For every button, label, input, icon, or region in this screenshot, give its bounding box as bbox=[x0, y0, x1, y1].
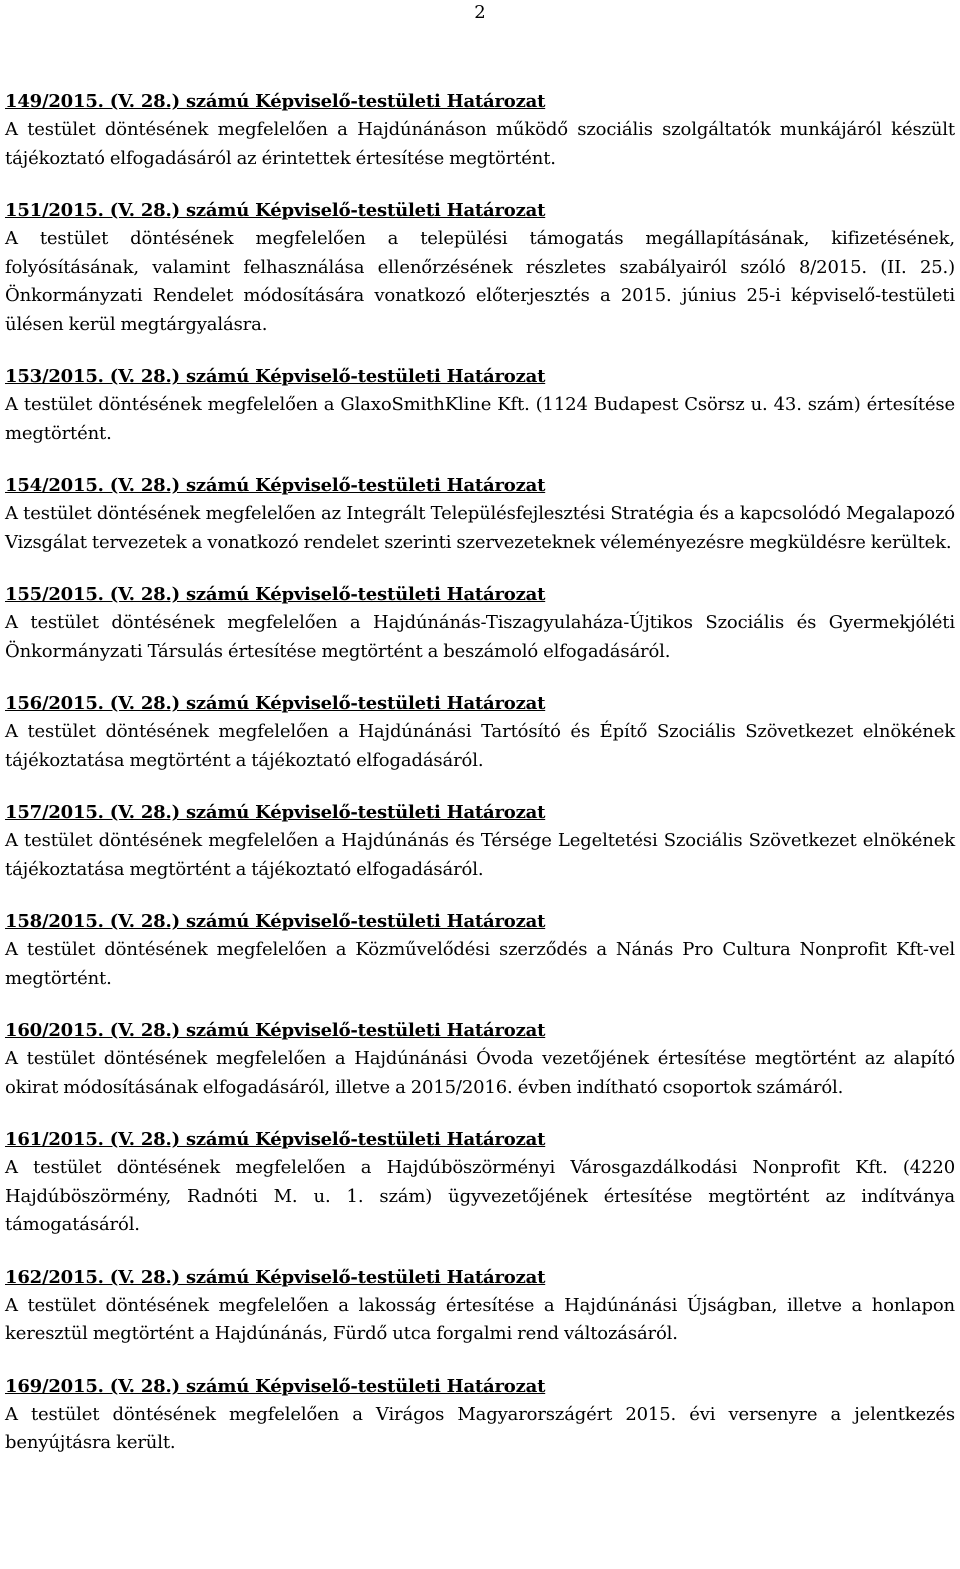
resolutions-list bbox=[5, 88, 955, 1482]
resolution-body: A testület döntésének megfelelően a települési támogatás megállapításának, kifizetésének, folyósításának, valamint felhasználása ellenőrzésének részletes szabályairól szóló 8/2015. (II. 25.) Önkormányzati Rendelet módosítására vonatkozó előterjesztés a 2015. június 25-i képviselő-testületi ülésen kerül megtárgyalásra. bbox=[5, 228, 955, 335]
resolution-body: A testület döntésének megfelelően a Közművelődési szerződés a Nánás Pro Cultura Nonprofit Kft-vel megtörtént. bbox=[5, 939, 955, 989]
page-number: 2 bbox=[474, 2, 486, 23]
resolution-169 bbox=[5, 1373, 955, 1458]
resolution-heading: 153/2015. (V. 28.) számú Képviselő-testületi Határozat bbox=[5, 366, 546, 387]
resolution-heading: 161/2015. (V. 28.) számú Képviselő-testületi Határozat bbox=[5, 1129, 546, 1150]
resolution-heading: 155/2015. (V. 28.) számú Képviselő-testületi Határozat bbox=[5, 584, 546, 605]
resolution-heading: 151/2015. (V. 28.) számú Képviselő-testületi Határozat bbox=[5, 200, 546, 221]
resolution-body: A testület döntésének megfelelően a lakosság értesítése a Hajdúnánási Újságban, illetve a honlapon keresztül megtörtént a Hajdúnánás, Fürdő utca forgalmi rend változásáról. bbox=[5, 1294, 955, 1344]
resolution-heading: 149/2015. (V. 28.) számú Képviselő-testületi Határozat bbox=[5, 91, 546, 112]
resolution-heading: 157/2015. (V. 28.) számú Képviselő-testületi Határozat bbox=[5, 802, 546, 823]
resolution-heading: 158/2015. (V. 28.) számú Képviselő-testületi Határozat bbox=[5, 911, 546, 932]
resolution-153 bbox=[5, 363, 955, 448]
resolution-body: A testület döntésének megfelelően a Virágos Magyarországért 2015. évi versenyre a jelentkezés benyújtásra került. bbox=[5, 1403, 955, 1453]
resolution-157 bbox=[5, 799, 955, 884]
resolution-160 bbox=[5, 1017, 955, 1102]
resolution-154 bbox=[5, 472, 955, 557]
resolution-156 bbox=[5, 690, 955, 775]
resolution-158 bbox=[5, 908, 955, 993]
resolution-heading: 160/2015. (V. 28.) számú Képviselő-testületi Határozat bbox=[5, 1020, 546, 1041]
resolution-155 bbox=[5, 581, 955, 666]
resolution-body: A testület döntésének megfelelően a Hajdúnánás-Tiszagyulaháza-Újtikos Szociális és Gyermekjóléti Önkormányzati Társulás értesítése megtörtént a beszámoló elfogadásáról. bbox=[5, 612, 955, 662]
resolution-heading: 169/2015. (V. 28.) számú Képviselő-testületi Határozat bbox=[5, 1375, 546, 1397]
resolution-body: A testület döntésének megfelelően a Hajdúnánáson működő szociális szolgáltatók munkájáról készült tájékoztató elfogadásáról az érintettek értesítése megtörtént. bbox=[5, 119, 955, 169]
resolution-162 bbox=[5, 1264, 955, 1349]
resolution-heading: 156/2015. (V. 28.) számú Képviselő-testületi Határozat bbox=[5, 693, 546, 714]
resolution-body: A testület döntésének megfelelően a Hajdúnánás és Térsége Legeltetési Szociális Szövetkezet elnökének tájékoztatása megtörtént a tájékoztató elfogadásáról. bbox=[5, 830, 955, 880]
resolution-body: A testület döntésének megfelelően a GlaxoSmithKline Kft. (1124 Budapest Csörsz u. 43. szám) értesítése megtörtént. bbox=[5, 394, 955, 444]
resolution-149 bbox=[5, 88, 955, 173]
resolution-161 bbox=[5, 1126, 955, 1240]
resolution-body: A testület döntésének megfelelően a Hajdúnánási Óvoda vezetőjének értesítése megtörtént az alapító okirat módosításának elfogadásáról, illetve a 2015/2016. évben indítható csoportok számáról. bbox=[5, 1048, 955, 1098]
resolution-body: A testület döntésének megfelelően a Hajdúnánási Tartósító és Építő Szociális Szövetkezet elnökének tájékoztatása megtörtént a tájékoztató elfogadásáról. bbox=[5, 721, 955, 771]
resolution-151 bbox=[5, 197, 955, 339]
resolution-heading: 162/2015. (V. 28.) számú Képviselő-testületi Határozat bbox=[5, 1266, 546, 1288]
resolution-body: A testület döntésének megfelelően az Integrált Településfejlesztési Stratégia és a kapcsolódó Megalapozó Vizsgálat tervezetek a vonatkozó rendelet szerinti szervezeteknek véleményezésre megküldésre kerültek. bbox=[5, 503, 955, 553]
resolution-body: A testület döntésének megfelelően a Hajdúböszörményi Városgazdálkodási Nonprofit Kft. (4220 Hajdúböszörmény, Radnóti M. u. 1. szám) ügyvezetőjének értesítése megtörtént az indítványa támogatásáról. bbox=[5, 1157, 955, 1235]
resolution-heading: 154/2015. (V. 28.) számú Képviselő-testületi Határozat bbox=[5, 475, 546, 496]
